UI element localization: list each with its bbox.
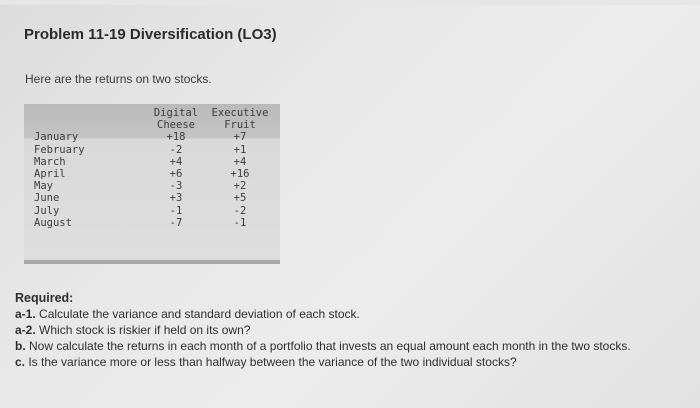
month-cell: February bbox=[34, 143, 85, 156]
executive-fruit-cell: +16 bbox=[230, 168, 250, 181]
digital-cheese-header bbox=[144, 107, 208, 131]
executive-fruit-cell: -2 bbox=[233, 204, 247, 217]
required-item-c bbox=[15, 354, 695, 370]
table-row bbox=[24, 131, 272, 143]
month-cell: January bbox=[34, 131, 79, 144]
table-row bbox=[24, 205, 272, 217]
digital-cheese-cell: +6 bbox=[169, 168, 183, 181]
executive-fruit-header-line-1: Executive bbox=[211, 107, 269, 119]
digital-cheese-cell: +3 bbox=[169, 192, 183, 205]
digital-cheese-cell: +18 bbox=[166, 131, 186, 144]
item-text: Which stock is riskier if held on its own? bbox=[35, 323, 251, 337]
digital-cheese-cell: -3 bbox=[169, 180, 183, 193]
item-text: Now calculate the returns in each month of a portfolio that invests an equal amount each month in the two stocks. bbox=[25, 339, 631, 353]
item-label: c. bbox=[15, 355, 26, 369]
top-border bbox=[0, 0, 700, 5]
table-row bbox=[24, 168, 272, 180]
required-heading: Required: bbox=[15, 291, 74, 305]
returns-table-panel bbox=[24, 104, 280, 264]
digital-cheese-cell: -7 bbox=[169, 216, 183, 229]
month-cell: May bbox=[34, 180, 53, 193]
table-row bbox=[24, 144, 272, 156]
digital-cheese-header-line-1: Digital bbox=[153, 107, 199, 119]
returns-table bbox=[24, 107, 272, 229]
table-row bbox=[24, 217, 272, 229]
executive-fruit-header-line-2: Fruit bbox=[224, 119, 256, 132]
digital-cheese-cell: +4 bbox=[169, 155, 183, 168]
month-cell: August bbox=[34, 216, 72, 229]
table-row bbox=[24, 156, 272, 168]
table-bottom-rule bbox=[24, 260, 280, 264]
executive-fruit-cell: +5 bbox=[233, 192, 247, 205]
required-item-a1 bbox=[15, 306, 695, 322]
problem-title: Problem 11-19 Diversification (LO3) bbox=[24, 26, 277, 43]
table-row bbox=[24, 192, 272, 204]
month-cell: March bbox=[34, 155, 66, 168]
digital-cheese-cell: -1 bbox=[169, 204, 183, 217]
digital-cheese-cell: -2 bbox=[169, 143, 183, 156]
item-label: a-2. bbox=[15, 323, 36, 337]
executive-fruit-cell: -1 bbox=[233, 216, 247, 229]
item-label: b. bbox=[15, 339, 26, 353]
item-label: a-1. bbox=[15, 307, 36, 321]
required-section bbox=[15, 290, 695, 370]
digital-cheese-header-line-2: Cheese bbox=[157, 119, 195, 132]
item-text: Calculate the variance and standard deviation of each stock. bbox=[35, 307, 360, 321]
required-item-a2 bbox=[15, 322, 695, 338]
month-column-header bbox=[24, 107, 144, 131]
required-item-b bbox=[15, 338, 695, 354]
month-cell: April bbox=[34, 168, 66, 181]
month-cell: June bbox=[34, 192, 60, 205]
executive-fruit-cell: +2 bbox=[233, 180, 247, 193]
table-row bbox=[24, 180, 272, 192]
month-cell: July bbox=[34, 204, 60, 217]
executive-fruit-cell: +7 bbox=[233, 131, 247, 144]
executive-fruit-header bbox=[208, 107, 272, 131]
table-header-row bbox=[24, 107, 272, 131]
executive-fruit-cell: +1 bbox=[233, 143, 247, 156]
item-text: Is the variance more or less than halfway between the variance of the two individual stocks? bbox=[25, 355, 517, 369]
executive-fruit-cell: +4 bbox=[233, 155, 247, 168]
intro-text: Here are the returns on two stocks. bbox=[25, 72, 212, 86]
